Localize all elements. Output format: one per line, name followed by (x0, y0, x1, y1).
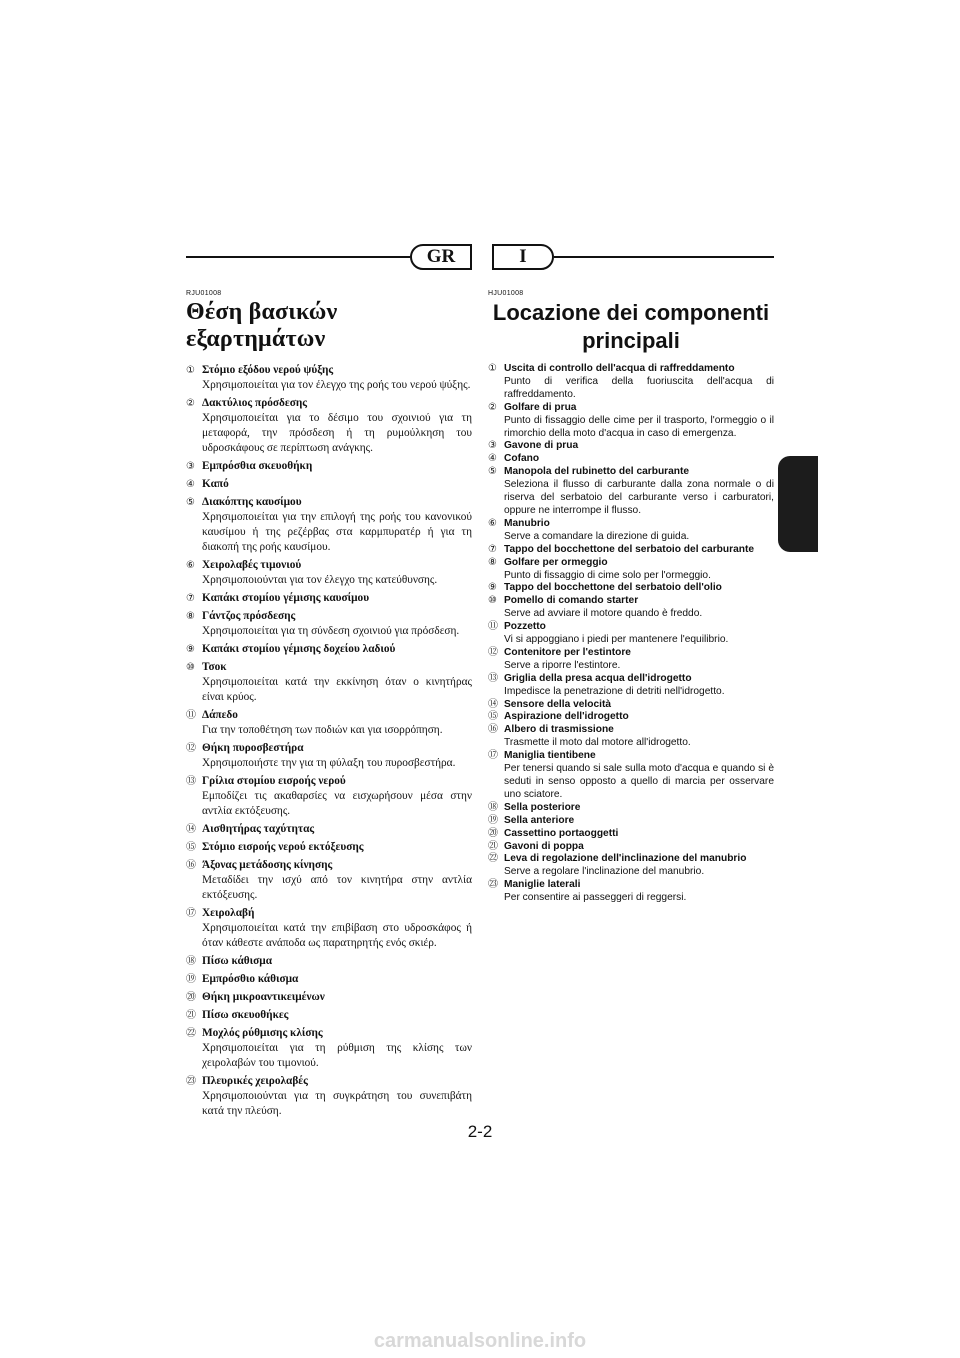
greek-list-item (186, 1074, 472, 1119)
italian-item-description: Serve a comandare la direzione di guida. (504, 530, 690, 542)
italian-item-name: Albero di trasmissione (504, 724, 614, 736)
greek-list-item (186, 609, 472, 639)
greek-item-name: Καπό (202, 478, 229, 490)
italian-item-description: Serve ad avviare il motore quando è freddo. (504, 608, 703, 620)
italian-section-code: HJU01008 (488, 290, 524, 297)
italian-item-name: Griglia della presa acqua dell'idrogetto (504, 672, 692, 684)
greek-list-item (186, 495, 472, 555)
greek-item-name: Γάντζος πρόσδεσης (202, 610, 296, 622)
greek-item-name: Στόμιο εισροής νερού εκτόξευσης (202, 841, 364, 853)
italian-list-item (488, 841, 774, 854)
greek-list-item (186, 396, 472, 456)
greek-item-number: ⑤ (186, 497, 195, 508)
italian-item-description: Impedisce la penetrazione di detriti nell'idrogetto. (504, 685, 725, 697)
greek-item-name: Εμπρόσθιο κάθισμα (202, 973, 299, 985)
greek-list-item (186, 642, 472, 657)
greek-list-item (186, 558, 472, 588)
italian-item-number: ⑩ (488, 595, 497, 607)
italian-item-number: ⑫ (488, 646, 498, 658)
language-badge-gr (410, 244, 472, 270)
italian-item-description: Seleziona il flusso di carburante dalla zona normale o di riserva del serbatoio del carburante verso i carburatori, oppure ne interrompe il flusso. (504, 479, 774, 516)
greek-list-item (186, 708, 472, 738)
greek-item-name: Αισθητήρας ταχύτητας (202, 823, 315, 835)
italian-item-description: Serve a riporre l'estintore. (504, 659, 621, 671)
italian-list-item (488, 879, 774, 905)
greek-item-number: ⑯ (186, 860, 196, 871)
greek-list-item (186, 954, 472, 969)
italian-item-name: Golfare di prua (504, 401, 577, 413)
header-rule-right (554, 256, 774, 258)
italian-list-item (488, 711, 774, 724)
italian-item-number: ⑪ (488, 621, 498, 633)
greek-item-number: ⑲ (186, 974, 196, 985)
italian-list-item (488, 453, 774, 466)
greek-item-number: ⑰ (186, 908, 196, 919)
greek-item-description: Χρησιμοποιείται κατά την επιβίβαση στο υδροσκάφος ή όταν κάθεστε ανάποδα ως παρατηρητής ενός σκιέρ. (202, 922, 472, 949)
greek-item-number: ⑥ (186, 560, 195, 571)
greek-item-name: Πλευρικές χειρολαβές (202, 1075, 308, 1087)
italian-item-number: ⑰ (488, 750, 498, 762)
italian-list-item (488, 518, 774, 544)
greek-item-description: Χρησιμοποιείται για το δέσιμο του σχοινιού για τη μεταφορά, την πρόσδεση ή τη ρυμούλκηση του υδροσκάφους σε περίπτωση ανάγκης. (202, 412, 472, 454)
greek-list-item (186, 840, 472, 855)
italian-item-description: Per consentire ai passeggeri di reggersi. (504, 892, 687, 904)
italian-list-item (488, 802, 774, 815)
greek-list-item (186, 972, 472, 987)
italian-list-item (488, 750, 774, 802)
italian-item-name: Uscita di controllo dell'acqua di raffreddamento (504, 363, 735, 374)
italian-item-number: ⑥ (488, 517, 497, 529)
greek-item-description: Χρησιμοποιείται για την επιλογή της ροής του κανονικού καυσίμου ή της ρεζέρβας στα καρμπυρατέρ ή για τη διακοπή της ροής καυσίμου. (202, 511, 472, 553)
greek-item-name: Πίσω σκευοθήκες (202, 1009, 289, 1021)
greek-item-description: Χρησιμοποιείται για τη ρύθμιση της κλίσης των χειρολαβών του τιμονιού. (202, 1042, 472, 1069)
italian-item-name: Tappo del bocchettone del serbatoio dell'olio (504, 582, 722, 594)
greek-item-name: Χειρολαβή (202, 907, 255, 919)
greek-item-number: ⑱ (186, 956, 196, 967)
italian-item-description: Punto di fissaggio di cime solo per l'ormeggio. (504, 569, 711, 581)
greek-item-name: Εμπρόσθια σκευοθήκη (202, 460, 313, 472)
italian-item-description: Serve a regolare l'inclinazione del manubrio. (504, 866, 705, 878)
italian-list-item (488, 828, 774, 841)
greek-item-name: Στόμιο εξόδου νερού ψύξης (202, 364, 334, 376)
greek-item-name: Καπάκι στομίου γέμισης δοχείου λαδιού (202, 643, 396, 655)
greek-item-name: Τσοκ (202, 661, 227, 673)
italian-item-number: ③ (488, 440, 497, 452)
italian-list-item (488, 673, 774, 699)
greek-item-number: ⑮ (186, 842, 196, 853)
italian-item-number: ⑯ (488, 724, 498, 736)
italian-item-name: Sella anteriore (504, 814, 575, 826)
italian-item-number: ⑲ (488, 814, 498, 826)
greek-item-number: ㉒ (186, 1028, 196, 1039)
italian-item-number: ⑮ (488, 711, 498, 723)
greek-item-number: ㉓ (186, 1076, 196, 1087)
greek-item-number: ⑫ (186, 743, 196, 754)
greek-item-description: Χρησιμοποιήστε την για τη φύλαξη του πυροσβεστήρα. (202, 757, 456, 769)
italian-list-item (488, 699, 774, 712)
greek-list-item (186, 774, 472, 819)
italian-list-item (488, 621, 774, 647)
greek-item-name: Θήκη μικροαντικειμένων (202, 991, 325, 1003)
italian-item-name: Maniglie laterali (504, 879, 581, 891)
italian-item-name: Pomello di comando starter (504, 595, 639, 607)
italian-list-item (488, 402, 774, 441)
greek-list-item (186, 741, 472, 771)
italian-item-name: Contenitore per l'estintore (504, 646, 631, 658)
section-thumb-tab (778, 456, 818, 552)
italian-item-number: ⑤ (488, 466, 497, 478)
italian-title-line1: Locazione dei componenti (492, 300, 770, 325)
italian-list-item (488, 647, 774, 673)
italian-item-number: ④ (488, 453, 497, 465)
greek-item-number: ⑬ (186, 776, 196, 787)
italian-item-name: Maniglia tientibene (504, 750, 596, 762)
italian-item-number: ⑬ (488, 672, 498, 684)
italian-component-list (488, 363, 774, 905)
italian-item-name: Sella posteriore (504, 801, 581, 813)
italian-item-name: Pozzetto (504, 621, 546, 633)
italian-item-description: Punto di verifica della fuoriuscita dell'acqua di raffreddamento. (504, 375, 774, 400)
italian-item-number: ㉓ (488, 879, 498, 891)
italian-item-name: Gavoni di poppa (504, 840, 584, 852)
italian-list-item (488, 466, 774, 518)
greek-list-item (186, 906, 472, 951)
italian-item-name: Cofano (504, 453, 540, 465)
greek-column (186, 290, 472, 1122)
greek-item-number: ④ (186, 479, 195, 490)
greek-section-title: Θέση βασικών εξαρτημάτων (186, 299, 338, 352)
page-number: 2-2 (467, 1122, 493, 1141)
greek-item-number: ⑳ (186, 992, 196, 1003)
footer-watermark: carmanualsonline.info (373, 1330, 587, 1352)
language-label-gr: GR (426, 246, 456, 267)
italian-item-description: Trasmette il moto dal motore all'idrogetto. (504, 737, 691, 749)
italian-column (488, 290, 774, 905)
italian-list-item (488, 815, 774, 828)
italian-item-number: ⑳ (488, 827, 498, 839)
greek-item-description: Χρησιμοποιούνται για τη συγκράτηση του συνεπιβάτη κατά την πλεύση. (202, 1090, 472, 1117)
greek-list-item (186, 1008, 472, 1023)
greek-list-item (186, 477, 472, 492)
greek-item-number: ① (186, 365, 195, 376)
italian-item-description: Vi si appoggiano i piedi per mantenere l'equilibrio. (504, 634, 729, 646)
italian-item-number: ㉒ (488, 853, 498, 865)
greek-item-number: ⑪ (186, 710, 196, 721)
italian-item-name: Cassettino portaoggetti (504, 827, 619, 839)
italian-item-number: ⑨ (488, 582, 497, 594)
italian-item-number: ② (488, 401, 497, 413)
italian-item-name: Aspirazione dell'idrogetto (504, 711, 629, 723)
greek-list-item (186, 1026, 472, 1071)
italian-item-name: Manopola del rubinetto del carburante (504, 466, 690, 478)
greek-item-description: Για την τοποθέτηση των ποδιών και για ισορρόπηση. (202, 724, 443, 736)
italian-item-number: ⑧ (488, 556, 497, 568)
language-badge-it (492, 244, 554, 270)
greek-item-number: ⑨ (186, 644, 195, 655)
greek-section-code: RJU01008 (186, 290, 222, 297)
italian-list-item (488, 440, 774, 453)
italian-title-line2: principali (582, 328, 680, 353)
greek-component-list (186, 363, 472, 1119)
italian-list-item (488, 853, 774, 879)
language-label-it: I (519, 246, 527, 267)
greek-list-item (186, 990, 472, 1005)
greek-item-number: ⑧ (186, 611, 195, 622)
greek-item-number: ⑦ (186, 593, 195, 604)
italian-section-title (488, 299, 774, 355)
italian-item-name: Tappo del bocchettone del serbatoio del carburante (504, 543, 755, 555)
greek-item-description: Χρησιμοποιείται κατά την εκκίνηση όταν ο κινητήρας είναι κρύος. (202, 676, 472, 703)
greek-item-name: Γρίλια στομίου εισροής νερού (202, 775, 346, 787)
greek-item-number: ⑩ (186, 662, 195, 673)
italian-list-item (488, 544, 774, 557)
greek-list-item (186, 822, 472, 837)
italian-item-number: ⑦ (488, 543, 497, 555)
italian-list-item (488, 582, 774, 595)
greek-list-item (186, 858, 472, 903)
greek-item-description: Χρησιμοποιείται για τον έλεγχο της ροής του νερού ψύξης. (202, 379, 471, 391)
greek-item-description: Χρησιμοποιούνται για τον έλεγχο της κατεύθυνσης. (202, 574, 438, 586)
greek-item-description: Χρησιμοποιείται για τη σύνδεση σχοινιού για πρόσδεση. (202, 625, 460, 637)
greek-item-number: ㉑ (186, 1010, 196, 1021)
greek-list-item (186, 660, 472, 705)
greek-item-name: Δακτύλιος πρόσδεσης (202, 397, 308, 409)
italian-item-name: Sensore della velocità (504, 698, 612, 710)
greek-item-name: Διακόπτης καυσίμου (202, 496, 302, 508)
greek-item-name: Πίσω κάθισμα (202, 955, 273, 967)
italian-item-number: ① (488, 363, 497, 374)
greek-list-item (186, 591, 472, 606)
italian-item-name: Manubrio (504, 517, 550, 529)
greek-item-name: Χειρολαβές τιμονιού (202, 559, 302, 571)
italian-item-number: ㉑ (488, 840, 498, 852)
greek-item-number: ③ (186, 461, 195, 472)
greek-list-item (186, 363, 472, 393)
italian-item-number: ⑱ (488, 801, 498, 813)
italian-list-item (488, 595, 774, 621)
greek-item-name: Μοχλός ρύθμισης κλίσης (202, 1027, 323, 1039)
greek-list-item (186, 459, 472, 474)
italian-item-number: ⑭ (488, 698, 498, 710)
italian-item-description: Punto di fissaggio delle cime per il trasporto, l'ormeggio o il rimorchio della moto d'acqua in caso di emergenza. (504, 414, 774, 439)
italian-item-name: Gavone di prua (504, 440, 579, 452)
greek-item-number: ② (186, 398, 195, 409)
greek-item-name: Δάπεδο (202, 709, 238, 721)
greek-item-name: Θήκη πυροσβεστήρα (202, 742, 304, 754)
greek-item-number: ⑭ (186, 824, 196, 835)
italian-list-item (488, 557, 774, 583)
italian-item-name: Golfare per ormeggio (504, 556, 608, 568)
italian-list-item (488, 724, 774, 750)
header-rule-left (186, 256, 410, 258)
italian-item-name: Leva di regolazione dell'inclinazione del manubrio (504, 853, 747, 865)
greek-item-name: Καπάκι στομίου γέμισης καυσίμου (202, 592, 370, 604)
greek-item-description: Εμποδίζει τις ακαθαρσίες να εισχωρήσουν μέσα στην αντλία εκτόξευσης. (202, 790, 472, 817)
greek-item-description: Μεταδίδει την ισχύ από τον κινητήρα στην αντλία εκτόξευσης. (202, 874, 472, 901)
italian-list-item (488, 363, 774, 402)
greek-item-name: Άξονας μετάδοσης κίνησης (202, 859, 333, 871)
italian-item-description: Per tenersi quando si sale sulla moto d'acqua e quando si è seduti in senso opposto a quello di marcia per osservare uno sciatore. (504, 763, 774, 800)
